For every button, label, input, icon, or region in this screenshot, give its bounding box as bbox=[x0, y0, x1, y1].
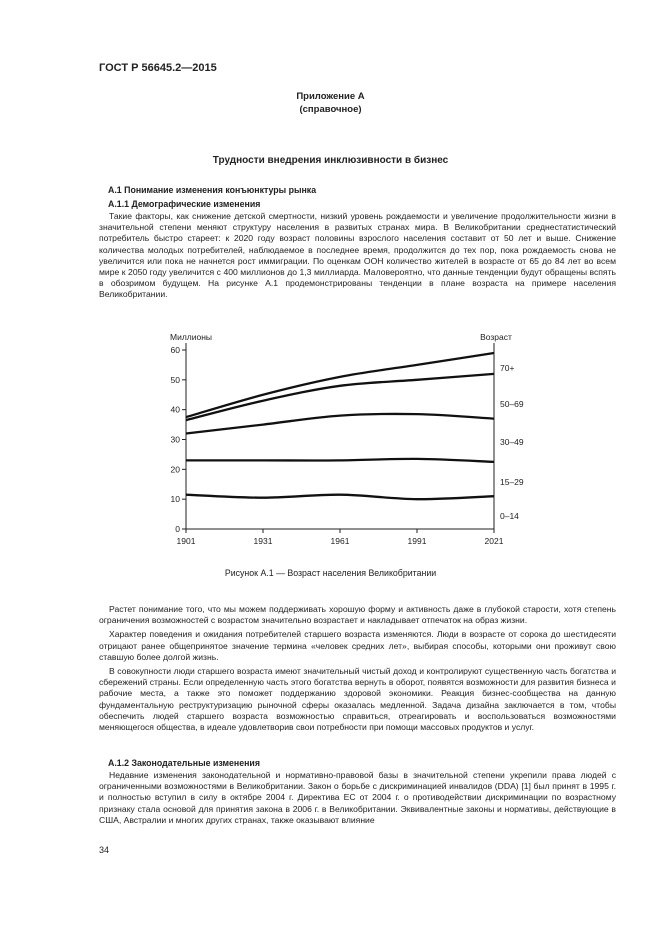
y-tick-label: 20 bbox=[170, 464, 180, 475]
band-label: 15–29 bbox=[500, 477, 524, 487]
paragraph: В совокупности люди старшего возраста имеют значительный чистый доход и контролируют существенную часть богатства и сбережений страны. Если определенную часть этого богатства вернуть в оборот, появятся возможности для развития бизнеса и рабочие места, а также это поможет поддержанию здоровой экономики. Реакция бизнес-сообщества на данную фундаментальную реструктуризацию рыночной сферы оказалась медленной. Задача дизайна заключается в том, чтобы обеспечить людей старшего возраста возможностью справиться, отреагировать и воспользоваться возможностями меняющегося общества, в идеале удовлетворив свои потребности при помощи массовых продуктов и услуг. bbox=[99, 666, 616, 733]
x-tick-label: 2021 bbox=[484, 536, 504, 546]
section-a11-heading: А.1.1 Демографические изменения bbox=[108, 199, 261, 209]
y-tick-label: 40 bbox=[170, 404, 180, 415]
paragraph: Характер поведения и ожидания потребителей старшего возраста изменяются. Люди в возрасте от сорока до шестидесяти отрицают ранее общепринятое значение термина «человек средних лет», выбирая способы, которыми они проживут свою ставшую более долгой жизнь. bbox=[99, 629, 616, 662]
x-tick-label: 1961 bbox=[330, 536, 350, 546]
right-axis-label: Возраст bbox=[480, 332, 512, 342]
main-title: Трудности внедрения инклюзивности в бизнес bbox=[212, 155, 449, 166]
series-line bbox=[186, 495, 494, 500]
figure-caption: Рисунок А.1 — Возраст населения Великобритании bbox=[224, 568, 437, 578]
paragraph: Недавние изменения законодательной и нормативно-правовой базы в значительной степени укрепили права людей с ограниченными возможностями в Великобритании. Закон о борьбе с дискриминацией инвалидов (DDA) [1] был принят в 1995 г. и полностью вступил в силу в октябре 2004 г. Директива ЕС от 2004 г. о противодействии дискриминации по возрастному признаку стала основой для принятия закона в 2006 г. в Великобритании. Эквивалентные законы и нормативы, действующие в США, Австралии и многих других странах, также оказывают влияние bbox=[99, 770, 616, 825]
y-tick-label: 0 bbox=[175, 524, 180, 534]
series-line bbox=[186, 374, 494, 420]
band-label: 50–69 bbox=[500, 399, 524, 409]
y-tick-label: 60 bbox=[170, 345, 180, 355]
band-label: 30–49 bbox=[500, 437, 524, 447]
paragraph: Растет понимание того, что мы можем поддерживать хорошую форму и активность даже в глубокой старости, хотя степень ограничения возможностей с возрастом значительно возрастает и накладывает отпечаток на образ жизни. bbox=[99, 604, 616, 626]
x-tick-label: 1931 bbox=[253, 536, 273, 546]
y-tick-label: 50 bbox=[170, 374, 180, 385]
series-line bbox=[186, 414, 494, 434]
body-after-chart bbox=[99, 604, 616, 733]
document-id: ГОСТ Р 56645.2—2015 bbox=[99, 62, 217, 74]
series-line bbox=[186, 459, 494, 462]
x-tick-label: 1991 bbox=[407, 536, 427, 546]
x-tick-label: 1901 bbox=[176, 536, 196, 546]
y-tick-label: 10 bbox=[170, 494, 180, 505]
y-tick-label: 30 bbox=[170, 434, 180, 445]
appendix-subtitle: (справочное) bbox=[299, 104, 362, 115]
band-label: 70+ bbox=[500, 363, 515, 373]
section-a1-heading: А.1 Понимание изменения конъюнктуры рынка bbox=[108, 185, 317, 195]
page-number: 34 bbox=[99, 845, 110, 855]
band-label: 0–14 bbox=[500, 511, 519, 521]
section-a12-text bbox=[99, 770, 616, 826]
appendix-title: Приложение А bbox=[296, 91, 365, 102]
section-a12-heading: А.1.2 Законодательные изменения bbox=[108, 758, 260, 768]
paragraph: Такие факторы, как снижение детской смертности, низкий уровень рождаемости и увеличение продолжительности жизни в значительной степени меняют структуру населения в развитых странах мира. В Великобритании среднестатистический потребитель быстро стареет: к 2020 году возраст половины взрослого населения составит от 50 лет и выше. Снижение количества молодых потребителей, наблюдаемое в последнее время, продолжится до тех пор, пока рождаемость снова не увеличится или пока не начнется рост иммиграции. По оценкам ООН количество жителей в возрасте от 65 до 84 лет во всем мире к 2050 году увеличится с 400 миллионов до 1,3 миллиарда. Маловероятно, что данные тенденции будут обращены вспять в обозримом будущем. На рисунке А.1 продемонстрированы тенденции в плане возраста на примере населения Великобритании. bbox=[99, 211, 616, 300]
y-axis-label: Миллионы bbox=[170, 332, 213, 342]
